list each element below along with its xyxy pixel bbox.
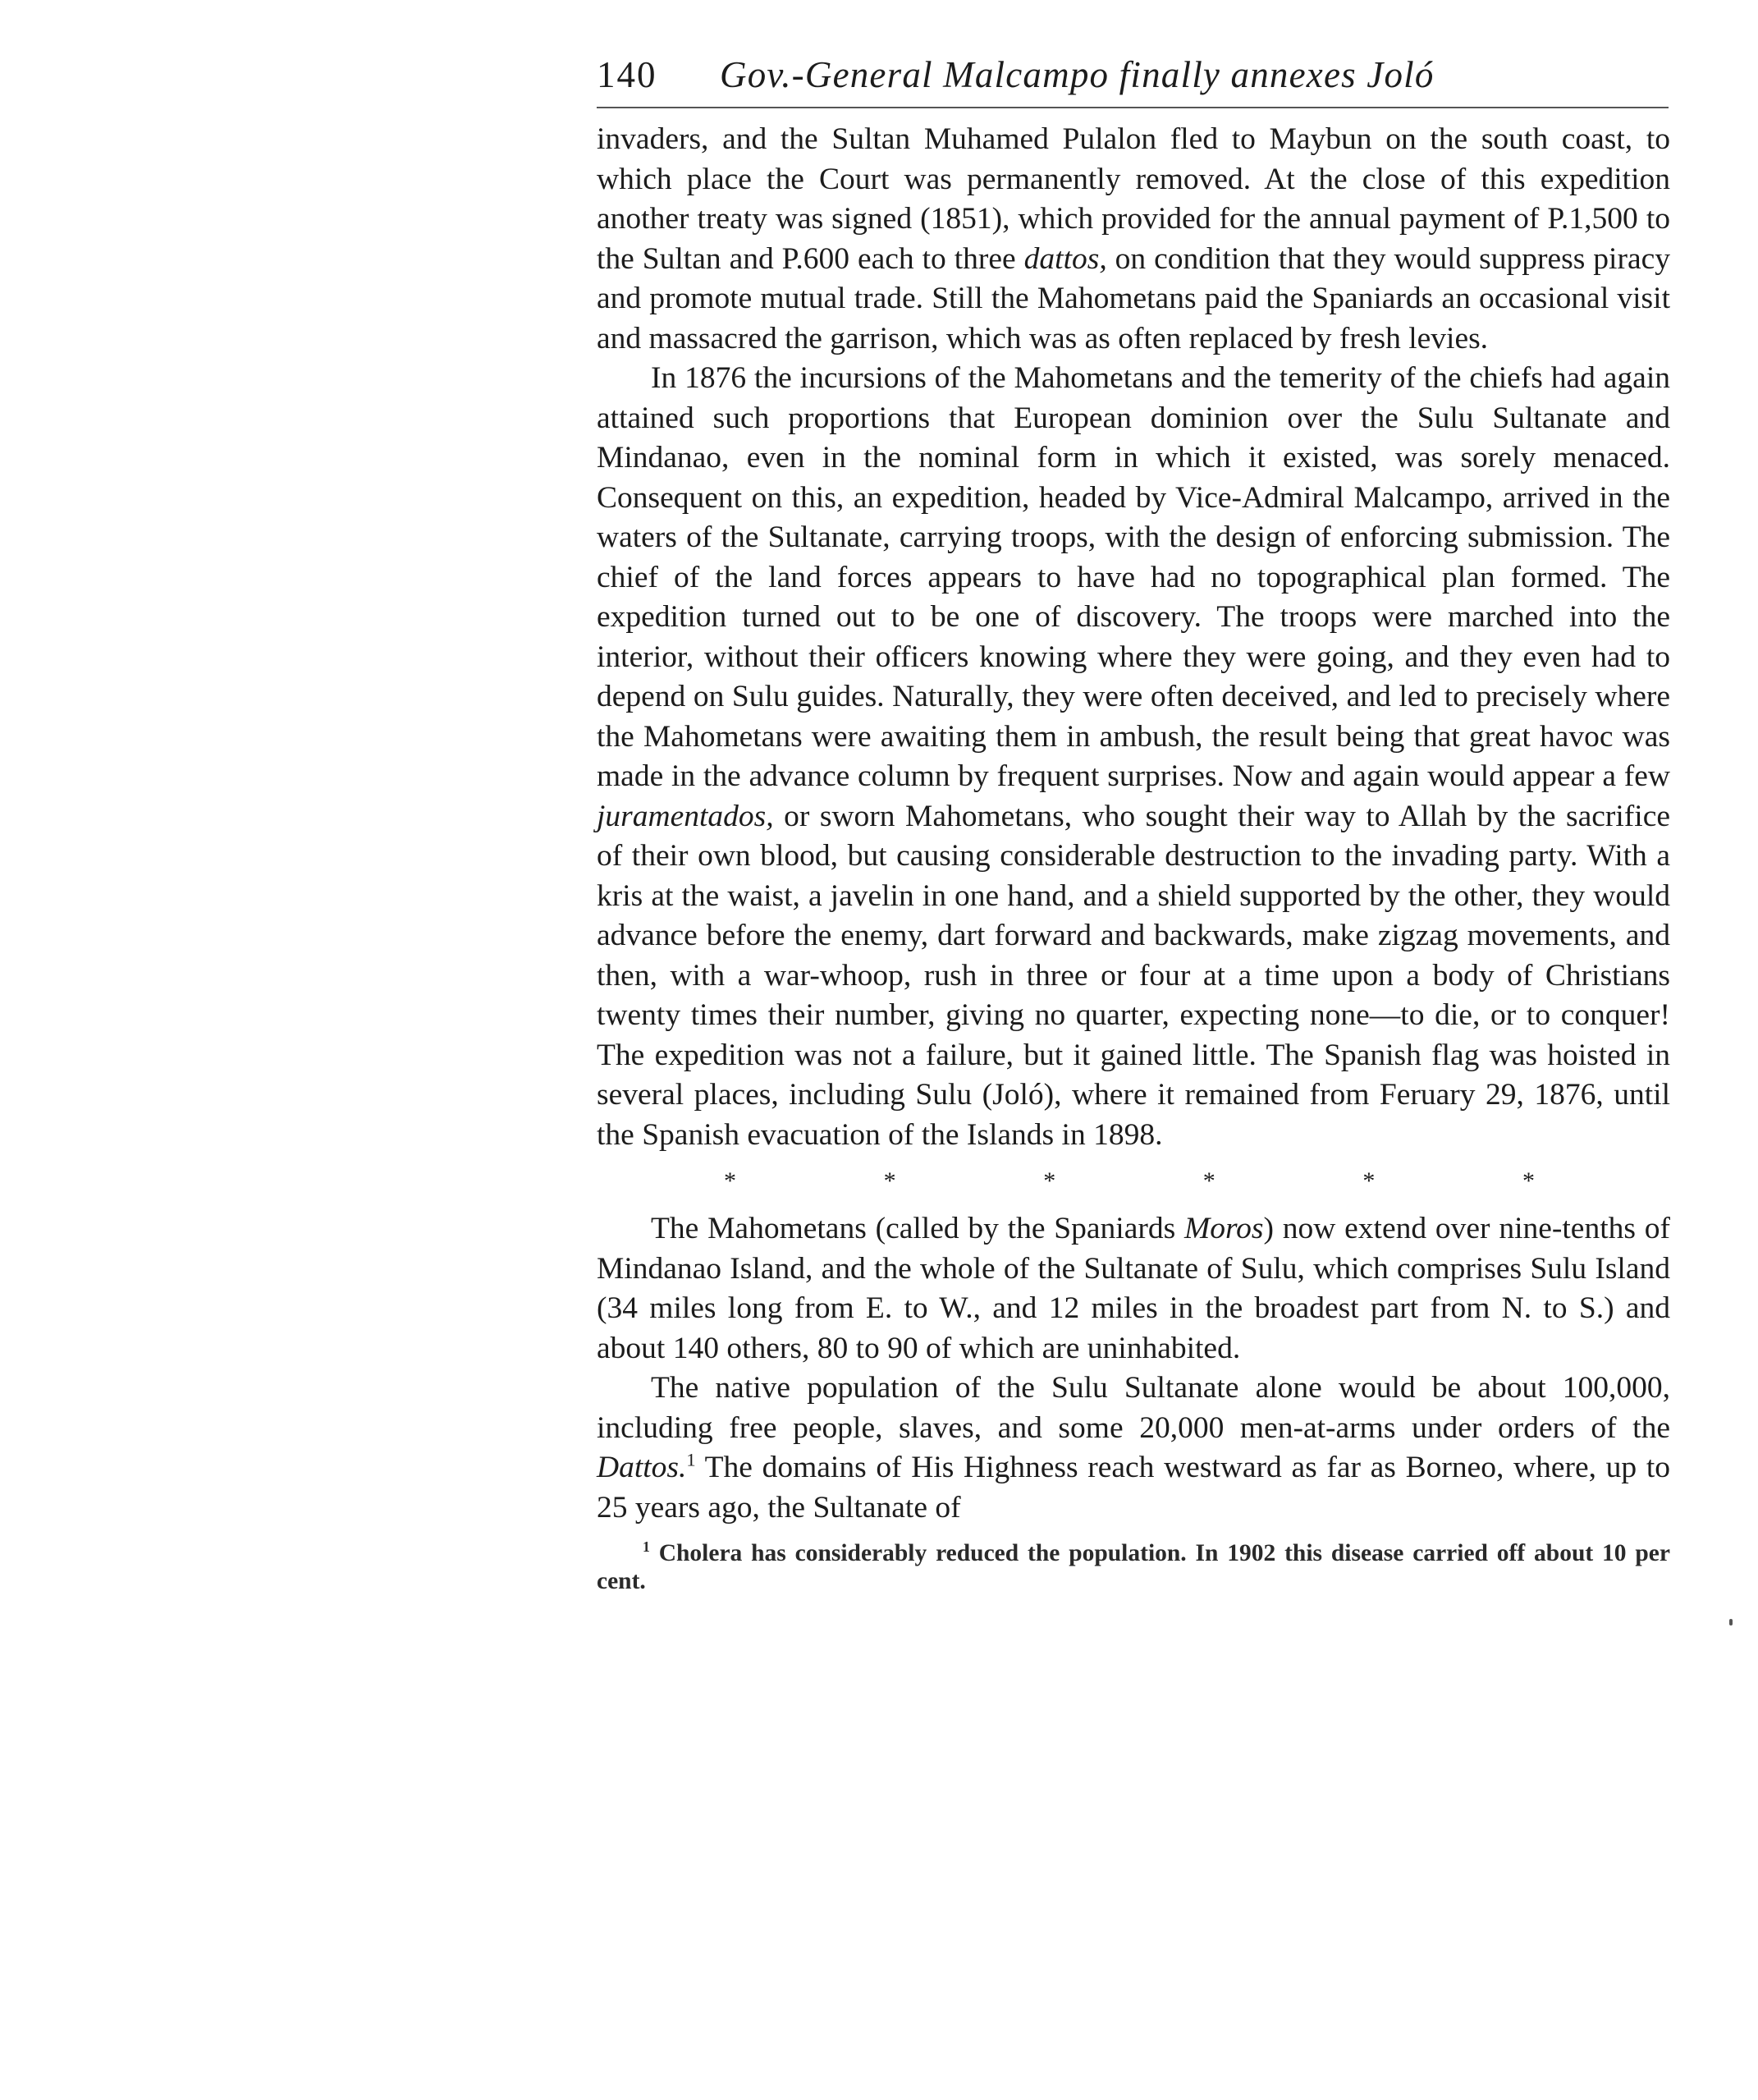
asterisk: * [1362, 1167, 1376, 1194]
paragraph-4 [597, 1369, 1670, 1528]
term-juramentados: juramentados, [597, 799, 774, 833]
book-page [597, 51, 1670, 1595]
chapter-title: Gov.-General Malcampo finally annexes Joló [720, 54, 1435, 95]
paragraph-4-text: The native population of the Sulu Sultanate alone would be about 100,000, including free people, slaves, and some 20,000 men-at-arms under orders of the [597, 1371, 1670, 1445]
footnote [597, 1539, 1670, 1595]
section-separator [597, 1165, 1670, 1198]
paragraph-1 [597, 120, 1670, 359]
term-dattos: dattos, [1023, 241, 1107, 276]
paragraph-3-text-end: ) now extend over nine-tenths of Mindanao Island, and the whole of the Sultanate of Sulu, which comprises Sulu Island (34 miles long from E. to W., and 12 miles in the broadest part from N. to S.) and about 140 others, 80 to 90 of which are uninhabited. [597, 1212, 1670, 1365]
paragraph-3 [597, 1209, 1670, 1369]
asterisk: * [1202, 1167, 1215, 1194]
paragraph-4-text-end: The domains of His Highness reach westward as far as Borneo, where, up to 25 years ago, the Sultanate of [597, 1451, 1670, 1525]
header-rule [597, 107, 1669, 108]
page-number: 140 [597, 54, 657, 95]
paragraph-2 [597, 359, 1670, 1155]
footnote-marker: 1 [643, 1538, 650, 1556]
paragraph-1-text: invaders, and the Sultan Muhamed Pulalon fled to Maybun on the south coast, to which place the Court was permanently removed. At the close of this expedition another treaty was signed (1851), which provided for the annual payment of P.1,500 to the Sultan and P.600 each to three [597, 122, 1670, 276]
paragraph-1-text-end: on condition that they would suppress piracy and promote mutual trade. Still the Mahometans paid the Spaniards an occasional visit and massacred the garrison, which was as often replaced by fresh levies. [597, 241, 1670, 355]
footnote-reference: 1 [686, 1449, 696, 1470]
margin-speck [1729, 1619, 1733, 1625]
asterisk: * [1522, 1167, 1535, 1194]
asterisk: * [883, 1167, 896, 1194]
asterisk: * [724, 1167, 736, 1194]
asterisk: * [1043, 1167, 1056, 1194]
paragraph-2-text-end: or sworn Mahometans, who sought their way to Allah by the sacrifice of their own blood, but causing considerable destruction to the invading party. With a kris at the waist, a javelin in one hand, and a shield supported by the other, they would advance before the enemy, dart forward and backwards, make zigzag movements, and then, with a war-whoop, rush in three or four at a time upon a body of Christians twenty times their number, giving no quarter, expecting none—to die, or to conquer! The expedition was not a failure, but it gained little. The Spanish flag was hoisted in several places, including Sulu (Joló), where it remained from Feruary 29, 1876, until the Spanish evacuation of the Islands in 1898. [597, 799, 1670, 1152]
term-dattos-capitalized: Dattos. [597, 1451, 687, 1484]
paragraph-2-text: In 1876 the incursions of the Mahometans and the temerity of the chiefs had again attained such proportions that European dominion over the Sulu Sultanate and Mindanao, even in the nominal form in which it existed, was sorely menaced. Consequent on this, an expedition, headed by Vice-Admiral Malcampo, arrived in the waters of the Sultanate, carrying troops, with the design of enforcing submission. The chief of the land forces appears to have had no topographical plan formed. The expedition turned out to be one of discovery. The troops were marched into the interior, without their officers knowing where they were going, and they even had to depend on Sulu guides. Naturally, they were often deceived, and led to precisely where the Mahometans were awaiting them in ambush, the result being that great havoc was made in the advance column by frequent surprises. Now and again would appear a few [597, 361, 1670, 793]
term-moros: Moros [1183, 1212, 1264, 1245]
paragraph-3-text: The Mahometans (called by the Spaniards [651, 1212, 1184, 1245]
footnote-text: Cholera has considerably reduced the population. In 1902 this disease carried off about 10 per cent. [597, 1540, 1670, 1594]
running-head [597, 51, 1670, 102]
